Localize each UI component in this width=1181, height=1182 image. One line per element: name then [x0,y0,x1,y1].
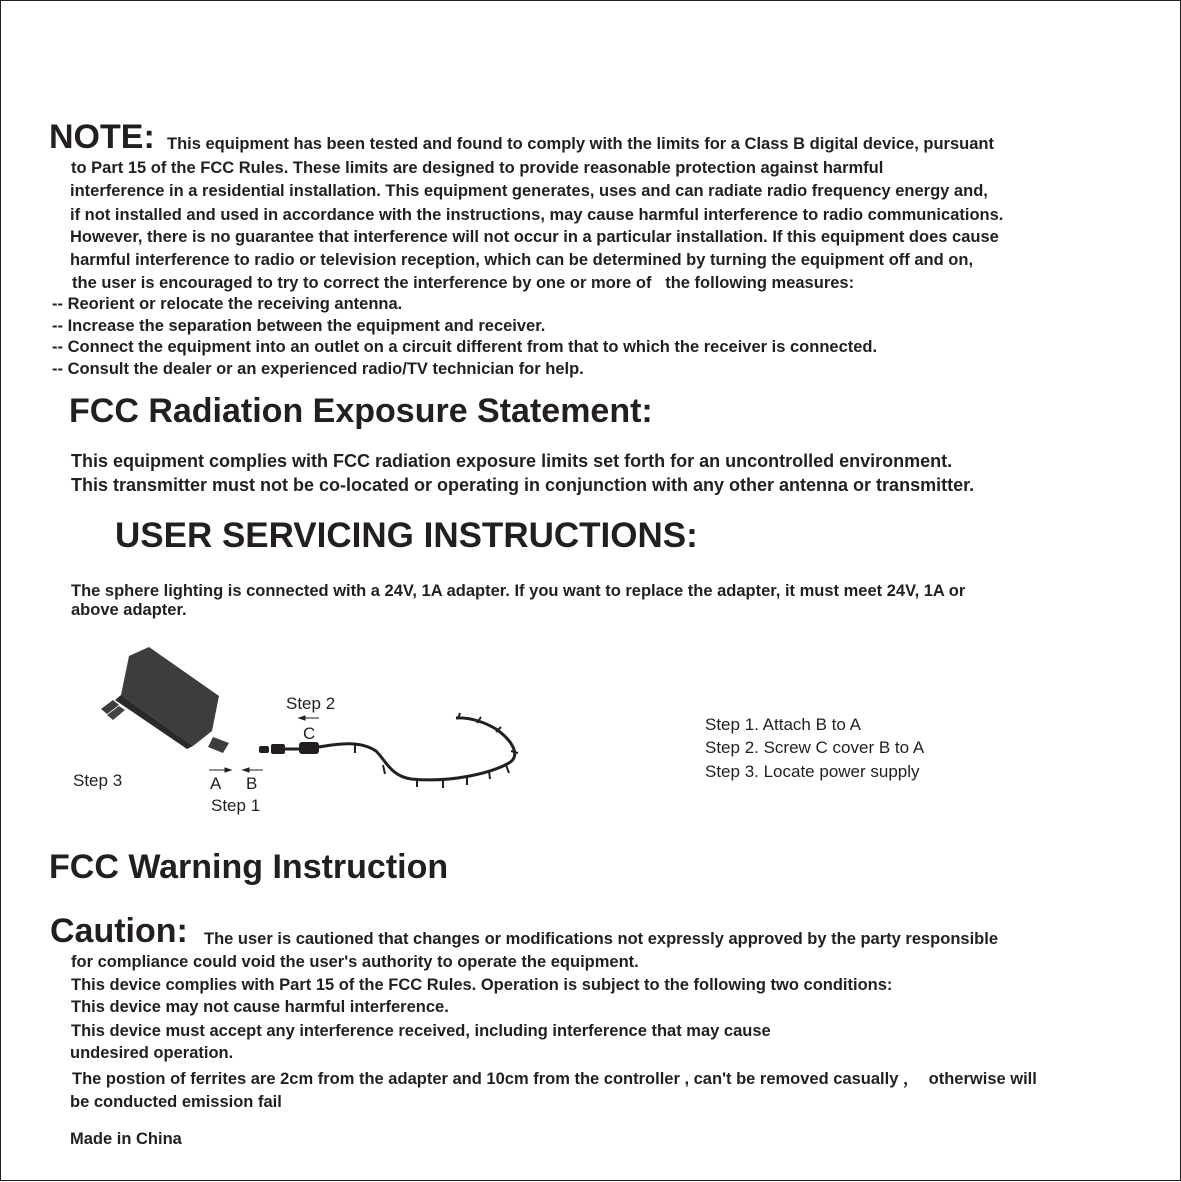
servicing-line-2: above adapter. [71,601,187,619]
light-bulb-ticks [355,713,518,788]
radiation-line-2: This transmitter must not be co-located or operating in conjunction with any other antenna or transmitter. [71,475,975,495]
note-line-3: interference in a residential installation. This equipment generates, uses and can radiate radio frequency energy and, [70,182,988,200]
caution-line-4: This device may not cause harmful interference. [71,998,449,1016]
servicing-heading: USER SERVICING INSTRUCTIONS: [115,516,698,555]
servicing-line-1: The sphere lighting is connected with a 24V, 1A adapter. If you want to replace the adapter, it must meet 24V, 1A or [71,582,966,600]
caution-line-2: for compliance could void the user's authority to operate the equipment. [71,953,639,971]
caution-line-1: The user is cautioned that changes or modifications not expressly approved by the party responsible [204,930,999,948]
power-adapter-illustration [101,647,229,753]
caution-line-3: This device complies with Part 15 of the FCC Rules. Operation is subject to the following two conditions: [71,976,893,994]
diagram-c-label: C [303,724,316,743]
diagram-step2-label: Step 2 [286,694,336,713]
note-line-1: This equipment has been tested and found to comply with the limits for a Class B digital device, pursuant [167,135,994,153]
note-line-4: if not installed and used in accordance with the instructions, may cause harmful interference to radio communications. [70,206,1004,224]
light-string-cable [319,718,515,780]
caution-line-5: This device must accept any interference received, including interference that may cause [71,1022,771,1040]
diagram-b-label: B [246,774,258,793]
caution-label: Caution: [50,912,188,950]
step-instruction-3: Step 3. Locate power supply [705,762,920,781]
diagram-step1-label: Step 1 [211,796,261,815]
step-instruction-1: Step 1. Attach B to A [705,715,861,734]
warning-heading: FCC Warning Instruction [49,848,449,886]
note-line-2: to Part 15 of the FCC Rules. These limits are designed to provide reasonable protection against harmful [71,159,884,177]
ferrite-line-2: be conducted emission fail [70,1093,282,1111]
measure-4: -- Consult the dealer or an experienced radio/TV technician for help. [52,360,584,378]
ferrite-line-1: The postion of ferrites are 2cm from the adapter and 10cm from the controller , can't be removed casually ， otherwise will [72,1070,1037,1088]
diagram-a-label: A [210,774,222,793]
caution-line-6: undesired operation. [70,1044,234,1062]
note-label: NOTE: [49,118,155,156]
note-line-5: However, there is no guarantee that interference will not occur in a particular installation. If this equipment does cause [70,228,999,246]
note-line-7: the user is encouraged to try to correct the interference by one or more of the following measures: [72,274,855,292]
step-instruction-2: Step 2. Screw C cover B to A [705,738,925,757]
diagram-step3-label: Step 3 [73,771,123,790]
measure-2: -- Increase the separation between the equipment and receiver. [52,317,546,335]
radiation-heading: FCC Radiation Exposure Statement: [69,392,653,430]
radiation-line-1: This equipment complies with FCC radiation exposure limits set forth for an uncontrolled environment. [71,451,953,471]
measure-1: -- Reorient or relocate the receiving antenna. [52,295,403,313]
measure-3: -- Connect the equipment into an outlet on a circuit different from that to which the receiver is connected. [52,338,878,356]
made-in-label: Made in China [70,1130,182,1148]
note-line-6: harmful interference to radio or television reception, which can be determined by turning the equipment off and on, [70,251,974,269]
